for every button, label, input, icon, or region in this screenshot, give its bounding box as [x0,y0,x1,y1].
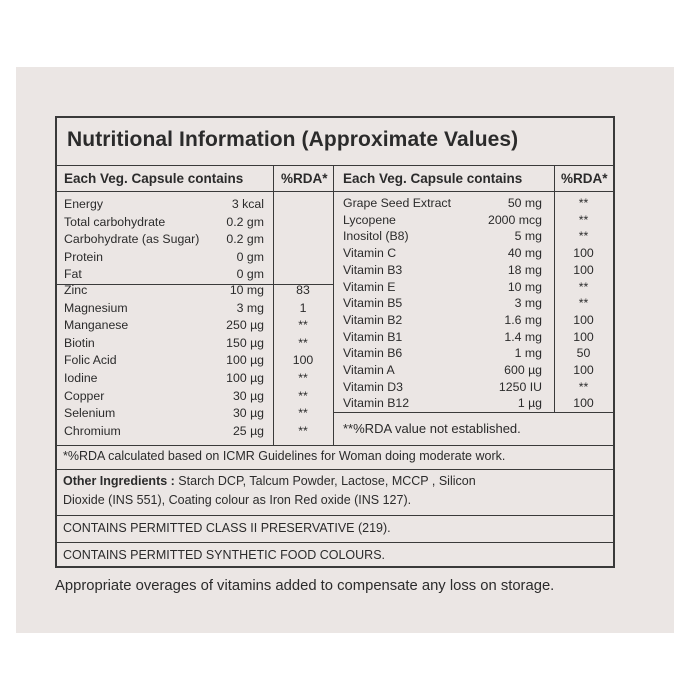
rda-not-established-note: **%RDA value not established. [343,421,521,436]
nutrient-name: Vitamin B3 [343,262,403,277]
nutrient-name: Vitamin D3 [343,379,403,394]
table-title: Nutritional Information (Approximate Values) [67,128,519,151]
nutrient-name: Protein [64,249,103,264]
nutrient-row [343,262,613,279]
nutrient-name: Zinc [64,283,88,297]
nutrient-row [343,212,613,229]
nutrient-amount: 250 µg [226,318,264,333]
nutrient-rda: 83 [296,283,310,297]
nutrient-name: Biotin [64,335,95,350]
nutrient-row [64,317,334,334]
nutrient-rda: ** [578,212,589,227]
icmr-note: *%RDA calculated based on ICMR Guidelines for Woman doing moderate work. [63,449,506,463]
nutrient-name: Magnesium [64,300,128,315]
nutrient-rda: ** [578,379,589,394]
nutrient-name: Fat [64,267,82,281]
nutrient-name: Iodine [64,371,98,385]
nutrient-amount: 1 µg [517,396,542,411]
other-ingredients-line1 [63,474,476,488]
nutrient-name: Total carbohydrate [64,214,166,229]
nutrient-amount: 0 gm [236,249,264,264]
nutrient-amount: 18 mg [507,262,542,277]
footer-note: Appropriate overages of vitamins added to compensate any loss on storage. [55,578,555,594]
rule-ingredients [57,515,613,516]
nutrient-name: Copper [64,388,105,403]
nutrient-row [343,228,613,245]
nutrient-rda: 100 [573,396,594,411]
nutrient-name: Carbohydrate (as Sugar) [64,232,200,246]
nutrient-amount: 1.6 mg [504,312,542,327]
nutrient-amount: 40 mg [507,246,542,261]
rule-icmr [57,469,613,470]
nutrient-amount: 600 µg [504,363,542,377]
nutrient-rda: ** [578,296,589,311]
nutrient-row [64,196,334,213]
nutrient-rda: ** [298,335,308,350]
nutrient-name: Selenium [64,406,116,421]
nutrient-rda: ** [298,423,308,438]
nutrient-amount: 50 mg [507,196,542,210]
nutrient-amount: 3 mg [514,296,542,311]
nutrient-row [64,231,334,248]
nutrient-name: Grape Seed Extract [343,196,451,210]
nutrient-rda: 1 [299,300,307,315]
nutrient-amount: 100 µg [226,353,264,368]
nutrient-row [64,282,334,299]
nutrient-amount: 10 mg [229,283,264,297]
nutrient-rda: 100 [573,246,594,261]
nutrient-amount: 3 kcal [231,197,264,211]
nutrient-row [343,279,613,296]
nutrient-name: Energy [64,197,103,211]
nutrient-row [64,266,334,283]
nutrient-row [64,423,334,440]
nutrient-name: Folic Acid [64,353,117,368]
nutrient-name: Vitamin B12 [343,396,410,411]
nutrient-rda: ** [298,406,308,421]
nutrient-rda: ** [578,229,589,244]
preservative-note: CONTAINS PERMITTED CLASS II PRESERVATIVE (219). [63,521,391,535]
header-left-rda: %RDA* [281,171,328,186]
nutrient-amount: 150 µg [226,335,264,350]
nutrient-row [64,249,334,266]
nutrient-name: Inositol (B8) [343,229,409,244]
nutrient-row [64,370,334,387]
nutrient-rda: ** [578,279,589,294]
nutrition-table [55,116,615,568]
nutrient-amount: 30 µg [232,388,264,403]
nutrient-amount: 25 µg [232,423,264,438]
nutrient-row [64,388,334,405]
nutrient-name: Chromium [64,423,121,438]
other-ingredients-text1: Starch DCP, Talcum Powder, Lactose, MCCP , Silicon [174,474,476,488]
nutrient-amount: 10 mg [507,279,542,294]
nutrient-name: Lycopene [343,212,396,227]
header-left: Each Veg. Capsule contains [64,171,244,186]
header-right: Each Veg. Capsule contains [343,171,523,186]
nutrient-rda: 50 [576,346,591,361]
nutrient-amount: 3 mg [236,300,264,315]
nutrient-amount: 0 gm [236,267,264,281]
nutrient-amount: 1 mg [514,346,542,361]
nutrient-row [343,245,613,262]
nutrient-amount: 100 µg [226,371,264,385]
nutrient-rda: ** [298,371,308,385]
nutrient-amount: 2000 mcg [487,212,542,227]
nutrient-amount: 5 mg [514,229,542,244]
nutrient-name: Vitamin B5 [343,296,403,311]
nutrient-row [343,295,613,312]
nutrient-name: Vitamin A [343,363,395,377]
nutrient-rda: 100 [292,353,314,368]
nutrient-row [64,405,334,422]
nutrient-rda: 100 [573,262,594,277]
rule-header [57,191,613,192]
other-ingredients-label: Other Ingredients : [63,474,175,488]
nutrient-row [64,335,334,352]
nutrient-name: Vitamin B6 [343,346,403,361]
nutrient-amount: 1.4 mg [504,329,542,344]
nutrient-row [64,300,334,317]
rule-title [57,165,613,166]
nutrient-row [343,345,613,362]
nutrient-rda: 100 [573,363,594,377]
nutrient-rda: 100 [573,329,594,344]
nutrient-amount: 30 µg [232,406,264,421]
nutrient-name: Vitamin C [343,246,397,261]
header-right-rda: %RDA* [561,171,608,186]
nutrient-row [343,395,613,412]
nutrient-row [343,312,613,329]
nutrient-row [343,379,613,396]
rule-preservative [57,542,613,543]
nutrient-rda: ** [298,318,308,333]
nutrient-amount: 0.2 gm [226,214,264,229]
nutrient-name: Vitamin E [343,279,396,294]
nutrient-row [343,329,613,346]
colour-note: CONTAINS PERMITTED SYNTHETIC FOOD COLOURS. [63,548,386,562]
nutrient-row [64,352,334,369]
nutrient-amount: 0.2 gm [226,232,264,246]
other-ingredients-line2: Dioxide (INS 551), Coating colour as Iron Red oxide (INS 127). [63,493,412,507]
nutrient-row [343,195,613,212]
rule-table-bottom [57,445,613,446]
nutrient-rda: ** [578,196,589,210]
nutrient-name: Vitamin B1 [343,329,403,344]
nutrient-name: Manganese [64,318,129,333]
nutrient-amount: 1250 IU [498,379,542,394]
nutrient-row [343,362,613,379]
nutrient-rda: ** [298,388,308,403]
nutrient-row [64,214,334,231]
nutrient-rda: 100 [573,312,594,327]
nutrient-name: Vitamin B2 [343,312,403,327]
